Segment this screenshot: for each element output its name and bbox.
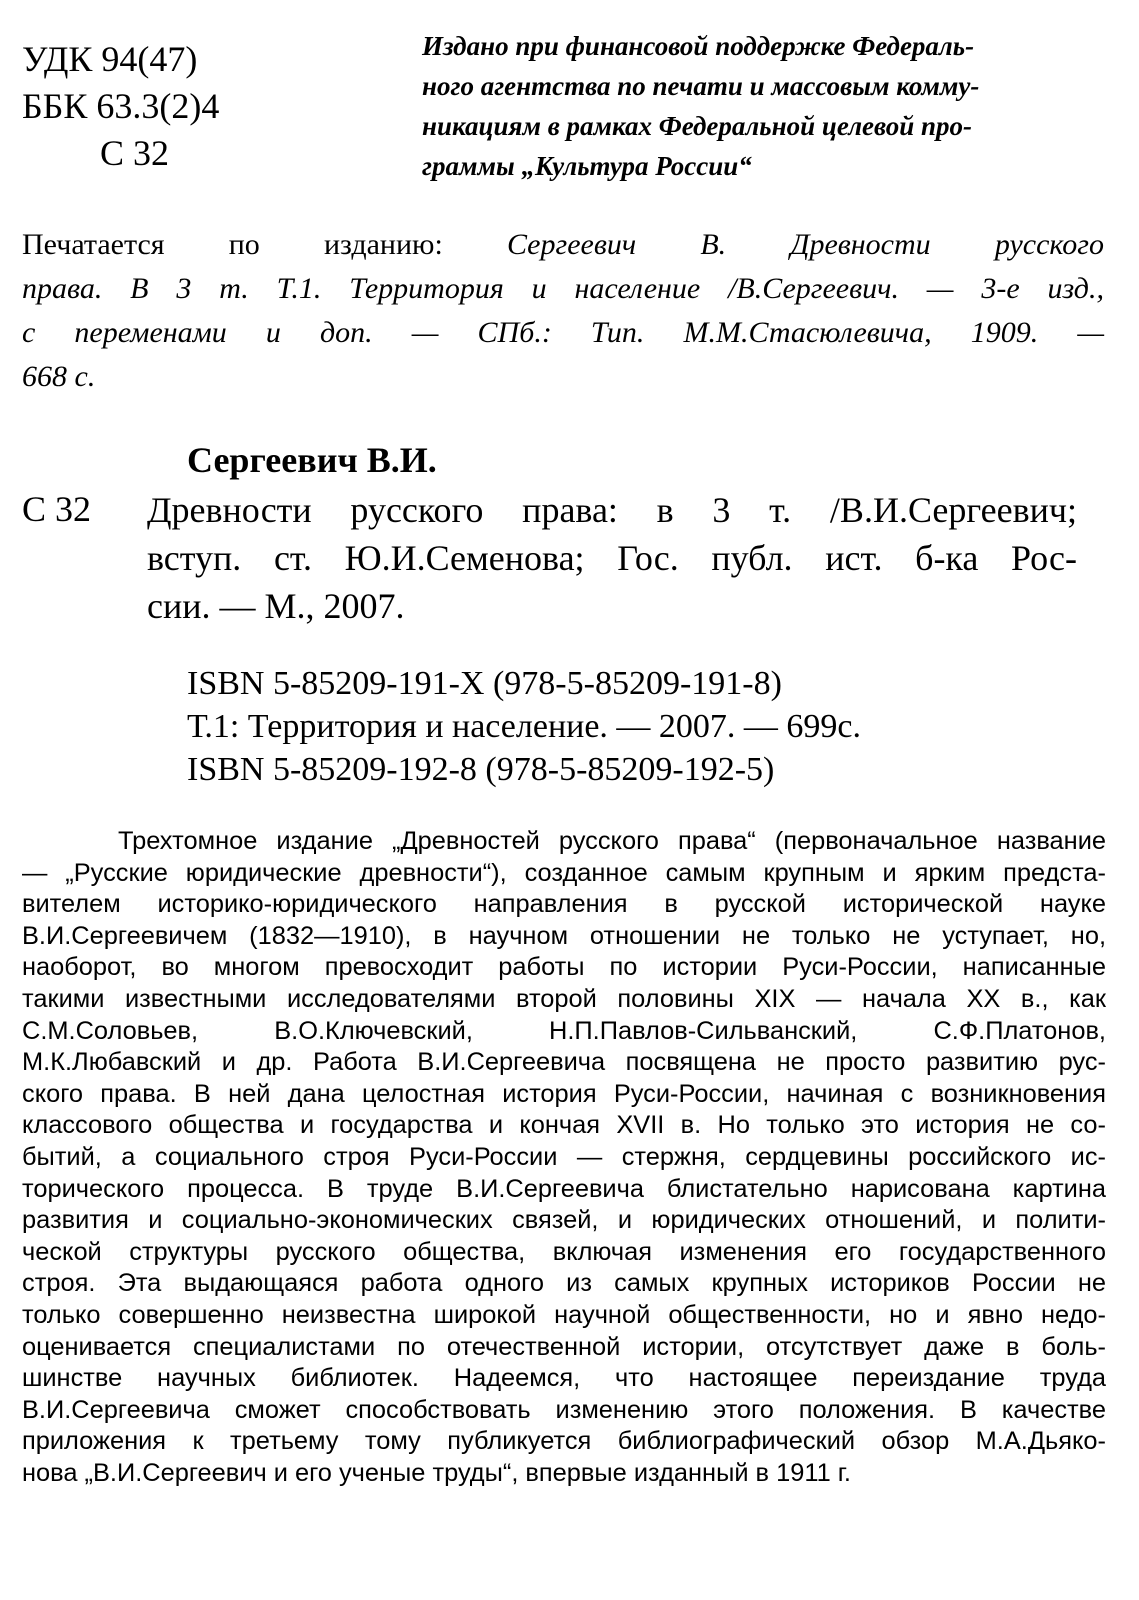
classification-codes	[22, 36, 322, 177]
annotation-line: вителем историко-юридического направления в русской исторической науке	[22, 890, 1106, 919]
annotation-line: классового общества и государства и кончая XVII в. Но только это история не со-	[22, 1111, 1106, 1140]
catalog-description	[147, 486, 1077, 630]
catalog-description-line: Древности русского права: в 3 т. /В.И.Сергеевич;	[147, 490, 1077, 530]
funding-note-line: никациям в рамках Федеральной целевой про-	[422, 111, 973, 141]
annotation-line: наоборот, во многом превосходит работы по истории Руси-России, написанные	[22, 953, 1106, 982]
funding-note-line: ного агентства по печати и массовым комму-	[422, 71, 980, 101]
source-edition-line: права. В 3 т. Т.1. Территория и население /В.Сергеевич. — 3-е изд.,	[22, 272, 1104, 305]
catalog-description-line: сии. — М., 2007.	[147, 586, 405, 626]
udk-code: УДК 94(47)	[22, 39, 198, 79]
annotation-line: только совершенно неизвестна широкой научной общественности, но и явно недо-	[22, 1300, 1106, 1329]
source-edition-line	[22, 223, 1104, 267]
annotation-line: ческой структуры русского общества, включая изменения его государственного	[22, 1237, 1106, 1266]
annotation-line: шинстве научных библиотек. Надеемся, что настоящее переиздание труда	[22, 1364, 1106, 1393]
catalog-author: Сергеевич В.И.	[187, 440, 437, 480]
funding-note	[422, 26, 1102, 186]
isbn-line: ISBN 5-85209-192-8 (978-5-85209-192-5)	[187, 751, 775, 788]
annotation-line: такими известными исследователями второй половины XIX — начала XX в., как	[22, 984, 1106, 1013]
source-edition-line: 668 с.	[22, 360, 96, 393]
annotation-line: строя. Эта выдающаяся работа одного из самых крупных историков России не	[22, 1269, 1106, 1298]
annotation-line: — „Русские юридические древности“), созданное самым крупным и ярким предста-	[22, 858, 1106, 887]
source-edition-plain: Печатается по изданию:	[22, 228, 507, 261]
annotation-line: развития и социально-экономических связей, и юридических отношений, и полити-	[22, 1206, 1106, 1235]
annotation-line: Трехтомное издание „Древностей русского права“ (первоначальное название	[118, 827, 1106, 855]
catalog-description-line: вступ. ст. Ю.И.Семенова; Гос. публ. ист. б-ка Рос-	[147, 538, 1077, 578]
annotation-paragraph	[22, 826, 1106, 1489]
source-edition-citation: Сергеевич В. Древности русского	[506, 228, 1104, 261]
funding-note-line: граммы „Культура России“	[422, 151, 752, 181]
annotation-line: ского права. В ней дана целостная история Руси-России, начиная с возникновения	[22, 1079, 1106, 1108]
annotation-line: оценивается специалистами по отечественной истории, отсутствует даже в боль-	[22, 1332, 1106, 1361]
annotation-line: С.М.Соловьев, В.О.Ключевский, Н.П.Павлов-Сильванский, С.Ф.Платонов,	[22, 1016, 1106, 1045]
source-edition-note	[22, 223, 1104, 399]
annotation-line: бытий, а социального строя Руси-России — стержня, сердцевины российского ис-	[22, 1142, 1106, 1171]
annotation-line: В.И.Сергеевича сможет способствовать изменению этого положения. В качестве	[22, 1395, 1106, 1424]
annotation-line: приложения к третьему тому публикуется библиографический обзор М.А.Дьяко-	[22, 1427, 1106, 1456]
isbn-line: ISBN 5-85209-191-X (978-5-85209-191-8)	[187, 665, 782, 702]
volume-line: Т.1: Территория и население. — 2007. — 699с.	[187, 708, 862, 745]
author-sign: С 32	[100, 133, 170, 173]
isbn-block	[187, 662, 1087, 791]
annotation-line: В.И.Сергеевичем (1832—1910), в научном отношении не только не уступает, но,	[22, 921, 1106, 950]
annotation-line: М.К.Любавский и др. Работа В.И.Сергеевича посвящена не просто развитию рус-	[22, 1048, 1106, 1077]
catalog-code: С 32	[22, 489, 92, 529]
source-edition-line: с переменами и доп. — СПб.: Тип. М.М.Стасюлевича, 1909. —	[22, 316, 1104, 349]
funding-note-line: Издано при финансовой поддержке Федераль-	[422, 31, 975, 61]
annotation-line: торического процесса. В труде В.И.Сергеевича блистательно нарисована картина	[22, 1174, 1106, 1203]
bbk-code: ББК 63.3(2)4	[22, 86, 220, 126]
annotation-line: нова „В.И.Сергеевич и его ученые труды“, впервые изданный в 1911 г.	[22, 1458, 851, 1487]
